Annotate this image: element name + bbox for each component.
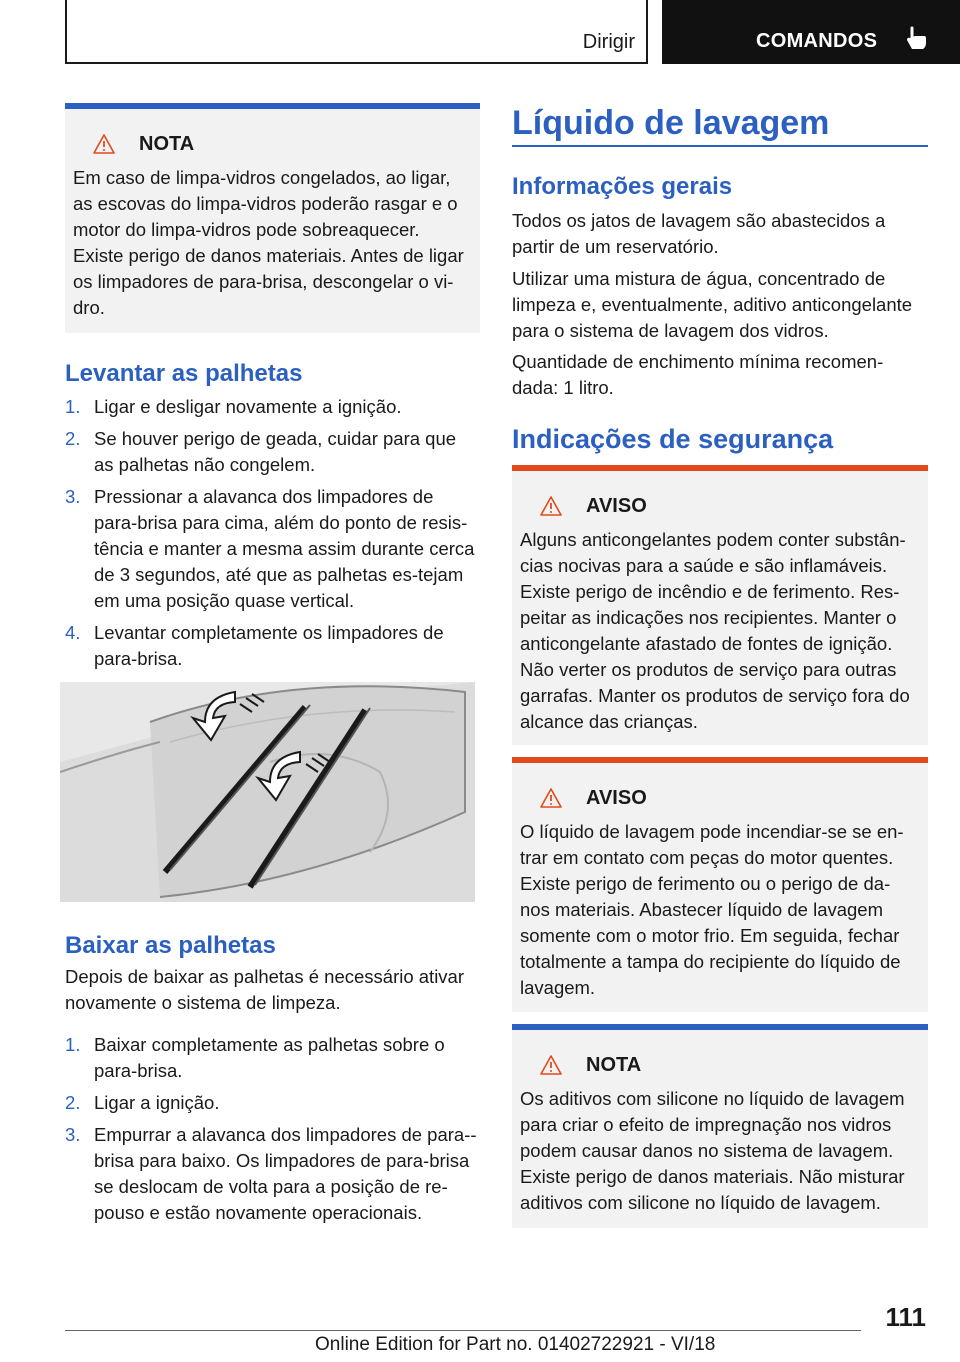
list-item [65,484,480,614]
warning-box-1-title-row [540,491,920,521]
list-item [65,620,480,672]
header-frame [65,0,648,64]
step-number: 3. [65,486,81,507]
step-number: 4. [65,622,81,643]
warning-triangle-icon [540,788,562,808]
warning-box-2-title-row [540,783,920,813]
general-info-p3: Quantidade de enchimento mínima recomen-dada: 1 litro. [512,351,884,398]
warning-box-2-text: O líquido de lavagem pode incendiar-se se en-trar em contato com peças do motor quentes. Existe perigo de ferimento ou o perigo de da-nos materiais. Abastecer líquido de lavagem somente com o motor frio. Em seguida, fechar totalmente a tampa do recipiente do líquido de lavagem. [520,821,904,998]
warning-box-2-title: AVISO [586,786,647,809]
general-info-heading: Informações gerais [512,173,733,200]
page-title: Líquido de lavagem [512,104,830,142]
note-box-right-title-row [540,1050,920,1080]
footer-edition: Online Edition for Part no. 01402722921 - VI/18 [315,1334,716,1355]
step-number: 1. [65,1034,81,1055]
wiper-illustration [60,682,475,902]
list-item [65,426,480,478]
note-box-right [512,1024,928,1228]
note-box-left-title: NOTA [139,132,195,155]
footer-rule [65,1330,861,1331]
warning-triangle-icon [540,496,562,516]
lower-steps-list [65,1032,480,1232]
list-item [65,1032,480,1084]
safety-heading: Indicações de segurança [512,424,834,454]
step-number: 2. [65,428,81,449]
step-text: Se houver perigo de geada, cuidar para que as palhetas não congelem. [94,428,457,475]
warning-triangle-icon [540,1055,562,1075]
hand-pointer-icon [904,26,930,52]
note-box-right-title: NOTA [586,1053,642,1076]
warning-box-1 [512,465,928,745]
page-number: 111 [885,1302,926,1332]
warning-box-1-title: AVISO [586,494,647,517]
step-text: Levantar completamente os limpadores de para-brisa. [94,622,444,669]
step-number: 2. [65,1092,81,1113]
step-number: 1. [65,396,81,417]
list-item [65,394,480,420]
list-item [65,1122,480,1226]
step-text: Ligar a ignição. [94,1092,220,1113]
header-chapter-tab [662,0,960,64]
list-item [65,1090,480,1116]
step-text: Baixar completamente as palhetas sobre o para-brisa. [94,1034,445,1081]
general-info-p2: Utilizar uma mistura de água, concentrado de limpeza e, eventualmente, aditivo anticongelante para o sistema de lavagem dos vidros. [512,268,913,341]
step-text: Empurrar a alavanca dos limpadores de para--brisa para baixo. Os limpadores de para-brisa se deslocam de volta para a posição de re-pouso e estão novamente operacionais. [94,1124,477,1223]
step-number: 3. [65,1124,81,1145]
header-section-label: Dirigir [582,31,635,53]
lower-blades-intro: Depois de baixar as palhetas é necessário ativar novamente o sistema de limpeza. [65,966,465,1013]
wiper-drawing [60,682,475,902]
note-box-left-title-row [93,129,472,159]
raise-blades-heading: Levantar as palhetas [65,360,303,387]
note-box-left-text: Em caso de limpa-vidros congelados, ao ligar, as escovas do limpa-vidros poderão rasgar e o motor do limpa-vidros pode sobreaquecer. Existe perigo de danos materiais. Antes de ligar os limpadores de para-brisa, descongelar o vi-dro. [73,167,464,318]
step-text: Pressionar a alavanca dos limpadores de para-brisa para cima, além do ponto de resis-tência e manter a mesma assim durante cerca de 3 segundos, até que as palhetas es-tejam em uma posição quase vertical. [94,486,475,611]
warning-triangle-icon [93,134,115,154]
general-info-p1: Todos os jatos de lavagem são abastecidos a partir de um reservatório. [512,210,886,257]
raise-steps-list [65,394,480,678]
warning-box-2 [512,757,928,1012]
step-text: Ligar e desligar novamente a ignição. [94,396,402,417]
title-rule [512,145,928,147]
note-box-left [65,103,480,333]
header-chapter-label: COMANDOS [756,30,878,52]
lower-blades-heading: Baixar as palhetas [65,932,276,959]
note-box-right-text: Os aditivos com silicone no líquido de lavagem para criar o efeito de impregnação nos vidros podem causar danos no sistema de lavagem. Existe perigo de danos materiais. Não misturar aditivos com silicone no líquido de lavagem. [520,1088,905,1213]
warning-box-1-text: Alguns anticongelantes podem conter substân-cias nocivas para a saúde e são inflamáveis. Existe perigo de incêndio e de ferimento. Res-peitar as indicações nos recipientes. Manter o anticongelante afastado de fontes de ignição. Não verter os produtos de serviço para outras garrafas. Manter os produtos de serviço fora do alcance das crianças. [520,529,910,732]
